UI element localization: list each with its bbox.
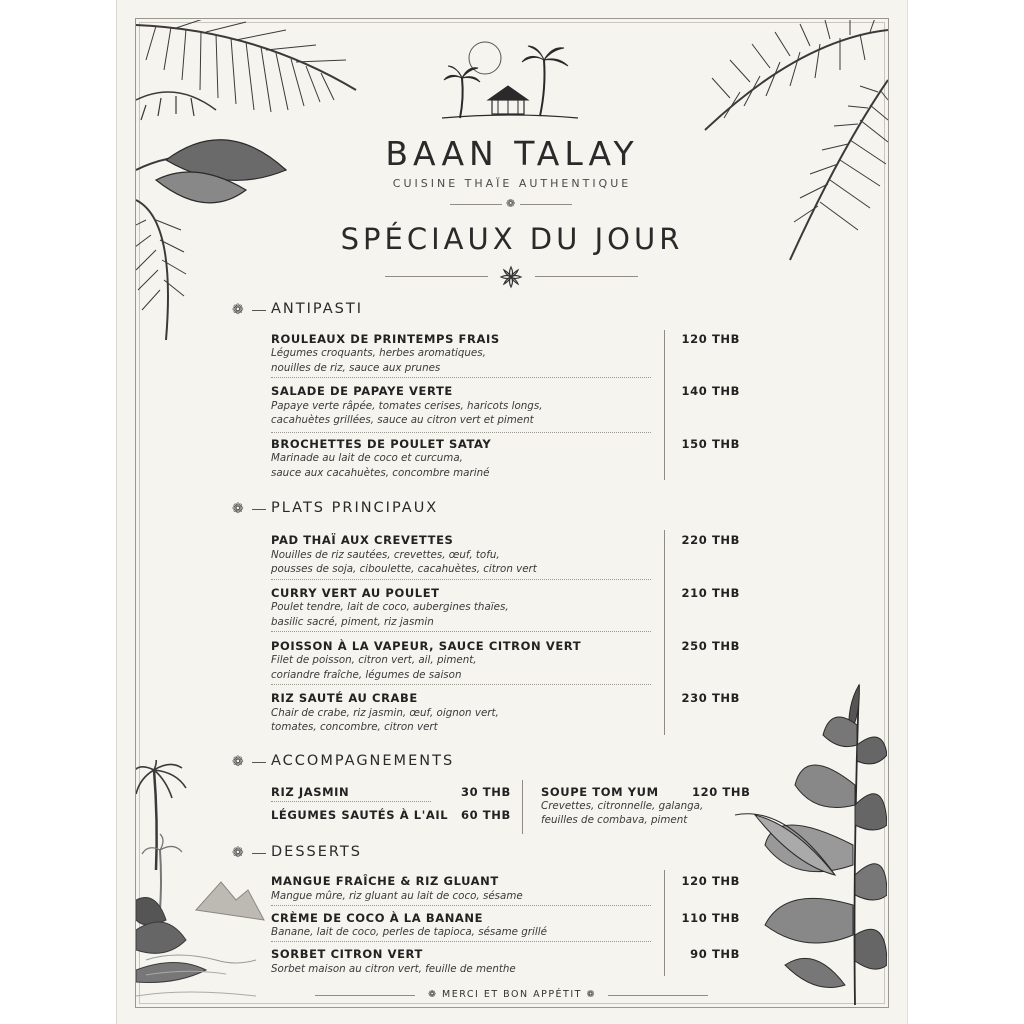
menu-item-name: CURRY VERT AU POULET xyxy=(271,586,440,600)
flower-ornament-icon xyxy=(498,264,524,290)
tagline-divider-left xyxy=(450,204,502,205)
menu-item-name: POISSON À LA VAPEUR, SAUCE CITRON VERT xyxy=(271,639,582,653)
lotus-section-icon: ❁ xyxy=(232,302,244,318)
restaurant-name: BAAN TALAY xyxy=(385,134,639,173)
page-heading: SPÉCIAUX DU JOUR xyxy=(340,222,684,256)
menu-item-description: tomates, concombre, citron vert xyxy=(271,721,438,733)
palm-pavilion-logo-icon xyxy=(440,38,584,124)
section-title-plats: PLATS PRINCIPAUX xyxy=(271,500,439,516)
menu-item-price: 250 THB xyxy=(681,639,740,653)
menu-item-description: Poulet tendre, lait de coco, aubergines thaïes, xyxy=(271,601,509,613)
palm-island-landscape-illustration xyxy=(136,760,266,1006)
section-title-accompagnements: ACCOMPAGNEMENTS xyxy=(271,753,455,769)
menu-item-description: sauce aux cacahuètes, concombre mariné xyxy=(271,467,490,479)
menu-item-description: Légumes croquants, herbes aromatiques, xyxy=(271,347,486,359)
menu-item-name: CRÈME DE COCO À LA BANANE xyxy=(271,911,484,925)
menu-item-description: Nouilles de riz sautées, crevettes, œuf, tofu, xyxy=(271,549,500,561)
menu-item-name: RIZ SAUTÉ AU CRABE xyxy=(271,691,418,705)
menu-item-name: MANGUE FRAÎCHE & RIZ GLUANT xyxy=(271,874,499,888)
side-item-name: RIZ JASMIN xyxy=(271,785,350,799)
soup-item-price: 120 THB xyxy=(692,785,751,799)
footer-divider-right xyxy=(608,995,708,996)
footer-message: MERCI ET BON APPÉTIT xyxy=(442,989,582,1000)
menu-item-name: PAD THAÏ AUX CREVETTES xyxy=(271,533,454,547)
menu-item-price: 210 THB xyxy=(681,586,740,600)
section-title-antipasti: ANTIPASTI xyxy=(271,301,363,317)
menu-item-name: BROCHETTES DE POULET SATAY xyxy=(271,437,492,451)
tropical-plant-illustration xyxy=(735,665,887,1005)
item-separator xyxy=(271,905,651,906)
menu-item-price: 110 THB xyxy=(681,911,740,925)
lotus-section-icon: ❁ xyxy=(232,501,244,517)
menu-item-description: pousses de soja, ciboulette, cacahuètes, citron vert xyxy=(271,563,537,575)
menu-item-price: 90 THB xyxy=(690,947,740,961)
heading-divider-left xyxy=(385,276,488,277)
menu-item-price: 230 THB xyxy=(681,691,740,705)
menu-item-name: SORBET CITRON VERT xyxy=(271,947,423,961)
menu-item-name: ROULEAUX DE PRINTEMPS FRAIS xyxy=(271,332,500,346)
menu-item-description: basilic sacré, piment, riz jasmin xyxy=(271,616,434,628)
footer-ornament-icon: ❁ xyxy=(586,989,596,1000)
heading-divider-right xyxy=(535,276,638,277)
item-separator xyxy=(271,684,651,685)
footer-ornament-icon: ❁ xyxy=(428,989,438,1000)
section-dash xyxy=(252,310,266,311)
menu-item-description: Marinade au lait de coco et curcuma, xyxy=(271,452,463,464)
menu-item-description: Filet de poisson, citron vert, ail, piment, xyxy=(271,654,477,666)
menu-item-description: coriandre fraîche, légumes de saison xyxy=(271,669,462,681)
lotus-section-icon: ❁ xyxy=(232,845,244,861)
section-title-desserts: DESSERTS xyxy=(271,844,362,860)
menu-item-price: 120 THB xyxy=(681,332,740,346)
menu-item-name: SALADE DE PAPAYE VERTE xyxy=(271,384,453,398)
left-margin xyxy=(0,0,116,1024)
menu-item-description: nouilles de riz, sauce aux prunes xyxy=(271,362,441,374)
item-separator xyxy=(271,941,651,942)
item-separator xyxy=(271,579,651,580)
menu-item-price: 150 THB xyxy=(681,437,740,451)
menu-item-description: Papaye verte râpée, tomates cerises, haricots longs, xyxy=(271,400,543,412)
price-divider xyxy=(664,530,665,735)
small-ornament-icon: ❁ xyxy=(506,197,516,210)
soup-item-description: Crevettes, citronnelle, galanga, xyxy=(541,800,704,812)
soup-item-name: SOUPE TOM YUM xyxy=(541,785,659,799)
menu-item-price: 220 THB xyxy=(681,533,740,547)
menu-item-description: Banane, lait de coco, perles de tapioca, sésame grillé xyxy=(271,926,547,938)
lotus-section-icon: ❁ xyxy=(232,754,244,770)
price-divider xyxy=(664,870,665,976)
soup-item-description: feuilles de combava, piment xyxy=(541,814,688,826)
menu-item-price: 140 THB xyxy=(681,384,740,398)
tagline-divider-right xyxy=(520,204,572,205)
price-divider xyxy=(664,330,665,480)
footer-message-row xyxy=(116,989,908,1000)
restaurant-tagline: CUISINE THAÏE AUTHENTIQUE xyxy=(392,177,632,190)
item-separator xyxy=(271,801,431,802)
menu-item-description: Mangue mûre, riz gluant au lait de coco, sésame xyxy=(271,890,523,902)
side-divider xyxy=(522,780,523,834)
item-separator xyxy=(271,432,651,433)
side-item-name: LÉGUMES SAUTÉS À L'AIL xyxy=(271,808,449,822)
section-dash xyxy=(252,509,266,510)
side-item-price: 30 THB xyxy=(461,785,511,799)
right-margin xyxy=(908,0,1024,1024)
item-separator xyxy=(271,631,651,632)
menu-item-price: 120 THB xyxy=(681,874,740,888)
side-item-price: 60 THB xyxy=(461,808,511,822)
menu-item-description: Sorbet maison au citron vert, feuille de menthe xyxy=(271,963,516,975)
menu-item-description: cacahuètes grillées, sauce au citron vert et piment xyxy=(271,414,534,426)
menu-item-description: Chair de crabe, riz jasmin, œuf, oignon vert, xyxy=(271,707,499,719)
item-separator xyxy=(271,377,651,378)
